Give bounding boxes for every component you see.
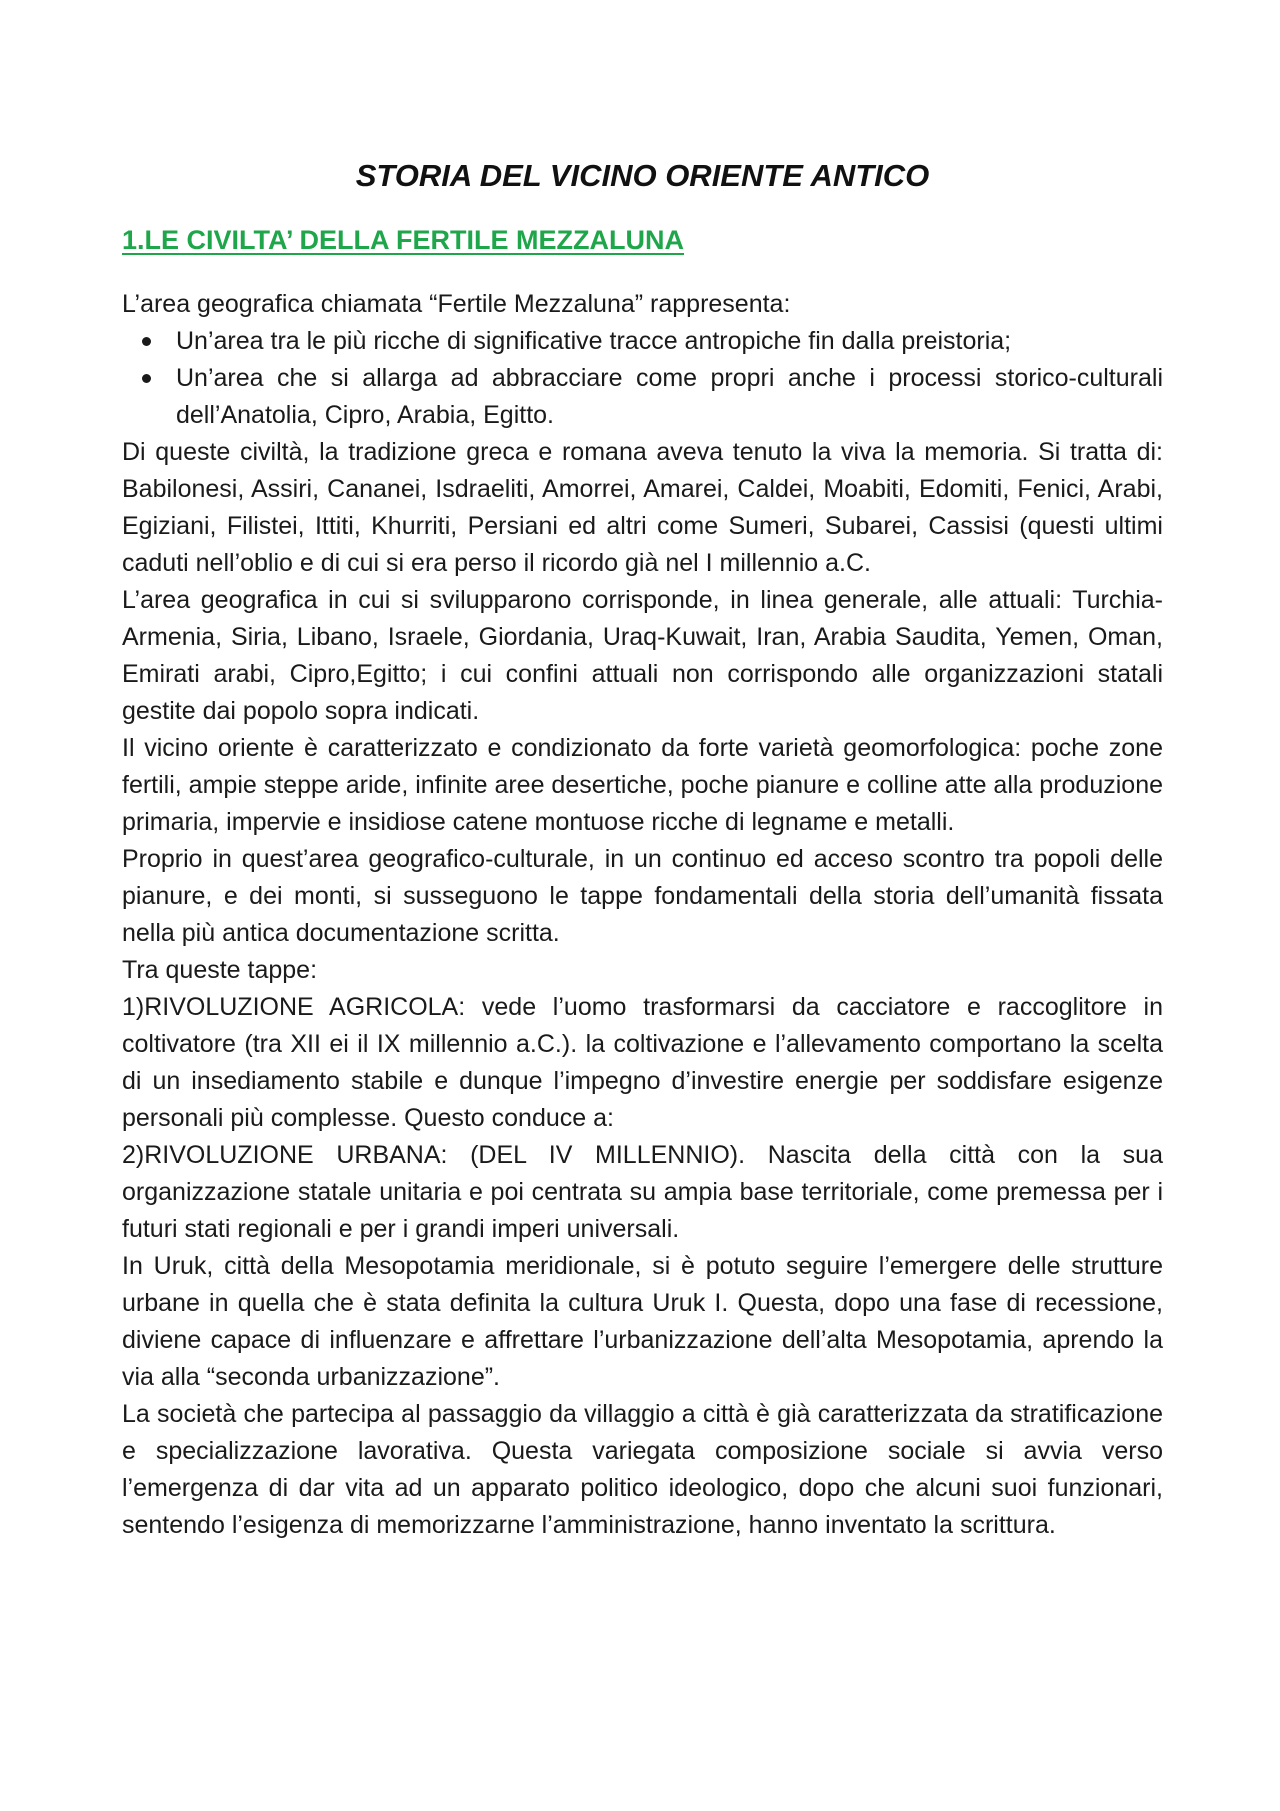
bullet-list [122, 323, 1163, 434]
body-paragraph: Il vicino oriente è caratterizzato e condizionato da forte varietà geomorfologica: poche zone fertili, ampie steppe aride, infinite aree desertiche, poche pianure e colline atte alla produzione primaria, impervie e insidiose catene montuose ricche di legname e metalli. [122, 734, 1163, 836]
bullet-icon [142, 374, 151, 383]
bullet-text: Un’area tra le più ricche di significative tracce antropiche fin dalla preistoria; [176, 327, 1012, 355]
body-paragraph: L’area geografica in cui si svilupparono corrisponde, in linea generale, alle attuali: Turchia- Armenia, Siria, Libano, Israele, Giordania, Uraq-Kuwait, Iran, Arabia Saudita, Yemen, Oman, Emirati arabi, Cipro,Egitto; i cui confini attuali non corrispondo alle organizzazioni statali gestite dai popolo sopra indicati. [122, 586, 1163, 725]
bullet-icon [142, 337, 151, 346]
bullet-text: Un’area che si allarga ad abbracciare come propri anche i processi storico-culturali dell’Anatolia, Cipro, Arabia, Egitto. [176, 364, 1163, 429]
body-paragraph: Proprio in quest’area geografico-culturale, in un continuo ed acceso scontro tra popoli delle pianure, e dei monti, si susseguono le tappe fondamentali della storia dell’umanità fissata nella più antica documentazione scritta. [122, 845, 1163, 947]
document-title: STORIA DEL VICINO ORIENTE ANTICO [355, 158, 930, 193]
bullet-item [176, 323, 1163, 360]
document-page [122, 150, 1163, 1544]
body-paragraph: 1)RIVOLUZIONE AGRICOLA: vede l’uomo trasformarsi da cacciatore e raccoglitore in coltivatore (tra XII ei il IX millennio a.C.). la coltivazione e l’allevamento comportano la scelta di un insediamento stabile e dunque l’impegno d’investire energie per soddisfare esigenze personali più complesse. Questo conduce a: [122, 993, 1163, 1132]
body-paragraph: In Uruk, città della Mesopotamia meridionale, si è potuto seguire l’emergere delle strutture urbane in quella che è stata definita la cultura Uruk I. Questa, dopo una fase di recessione, diviene capace di influenzare e affrettare l’urbanizzazione dell’alta Mesopotamia, aprendo la via alla “seconda urbanizzazione”. [122, 1252, 1163, 1391]
intro-paragraph: L’area geografica chiamata “Fertile Mezzaluna” rappresenta: [122, 290, 791, 318]
body-paragraph: 2)RIVOLUZIONE URBANA: (DEL IV MILLENNIO). Nascita della città con la sua organizzazione statale unitaria e poi centrata su ampia base territoriale, come premessa per i futuri stati regionali e per i grandi imperi universali. [122, 1141, 1163, 1243]
body-paragraph: Di queste civiltà, la tradizione greca e romana aveva tenuto la viva la memoria. Si tratta di: Babilonesi, Assiri, Cananei, Isdraeliti, Amorrei, Amarei, Caldei, Moabiti, Edomiti, Fenici, Arabi, Egiziani, Filistei, Ittiti, Khurriti, Persiani ed altri come Sumeri, Subarei, Cassisi (questi ultimi caduti nell’oblio e di cui si era perso il ricordo già nel I millennio a.C. [122, 438, 1163, 577]
bullet-item [176, 360, 1163, 434]
body-paragraph: Tra queste tappe: [122, 956, 318, 984]
section-heading: 1.LE CIVILTA’ DELLA FERTILE MEZZALUNA [122, 225, 684, 255]
body-paragraph: La società che partecipa al passaggio da villaggio a città è già caratterizzata da stratificazione e specializzazione lavorativa. Questa variegata composizione sociale si avvia verso l’emergenza di dar vita ad un apparato politico ideologico, dopo che alcuni suoi funzionari, sentendo l’esigenza di memorizzarne l’amministrazione, hanno inventato la scrittura. [122, 1400, 1163, 1539]
